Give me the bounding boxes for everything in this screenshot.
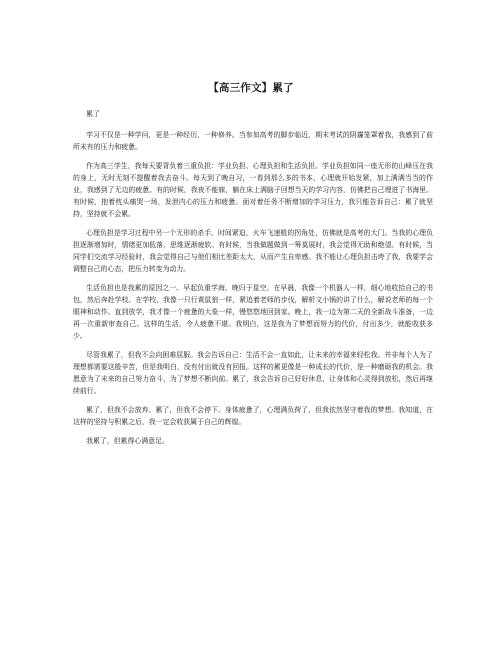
paragraph: 心理负担是学习过程中另一个无形的杀手。时间紧迫，火车飞速般的拐角处，仿佛就是高考的大门。当我的心理负担逐渐增加时，情绪更加低落，思维逐渐疲软。有时候，当我做题做到一筹莫展时，我会觉得无助和绝望。有时候，当同学们交流学习经验时，我会觉得自己与他们相比差距太大，从而产生自卑感。我不能让心理负担击垮了我，我要学会调整自己的心态，把压力转变为动力。	[73, 229, 433, 273]
document-title: 【高三作文】累了	[208, 82, 294, 94]
paragraph-subtitle: 累了	[86, 110, 100, 118]
paragraph: 学习不仅是一种学问，更是一种经历，一种修养。当参加高考的脚步临近，期末考试的阴霾笼罩着我，我感到了前所未有的压力和疲惫。	[73, 131, 433, 151]
paragraph: 尽管我累了，但我不会向困难屈服。我会告诉自己：生活不会一直如此，让未来的幸福来轻松我。并非每个人为了理想都需要这般辛苦，但是我明白，没有付出就没有回报。这样的累更像是一种成长的代价，是一种磨砺我的机会。我愿意为了未来的自己努力奋斗，为了梦想不断向前。累了，我会告诉自己好好休息，让身体和心灵得到放松，然后再继续前行。	[73, 351, 433, 395]
document-body	[73, 108, 433, 454]
paragraph: 我累了，但累得心满意足。	[86, 437, 169, 445]
paragraph: 作为高三学生，我每天要背负着三重负担：学业负担、心理负担和生活负担。学业负担如同一座无形的山峰压在我的身上，无时无刻不提醒着我去奋斗。每天到了晚自习，一看到那么多的书本，心理就开始发紧，加上满满当当的作业，我感到了无边的疲惫。有的时候，我夜不能寐，躺在床上满脑子回想当天的学习内容，仿佛把自己埋进了书海里。有时候，抱着枕头痛哭一场，发泄内心的压力和疲惫。面对着任务不断增加的学习压力，我只能告诉自己：累了就坚持，坚持就不会累。	[73, 162, 433, 218]
paragraph: 生活负担也是我累的原因之一。早起负重学海，晚归于星空。在早晨，我像一个机器人一样，细心地收拾自己的书包，然后奔赴学校。在学校，我像一只行黄鼠狼一样，紧追着老师的步伐，解析文小锅的讲了什么，解说老师的每一个眼神和动作。直到放学，我才像一个疲惫的大象一样，慢悠悠地回到家。晚上，我一边为第二天的全新战斗准备，一边再一次重新审查自己。这样的生活，令人疲惫不堪。我明白，这是我为了梦想而努力的代价，付出多少，就能收获多少。	[73, 284, 433, 340]
paragraph: 累了，但我不会放弃。累了，但我不会停下。身体疲惫了，心理满负荷了，但我依然坚守着我的梦想。我知道，在这样的坚持与积累之后，我一定会收获属于自己的辉煌。	[73, 406, 433, 426]
